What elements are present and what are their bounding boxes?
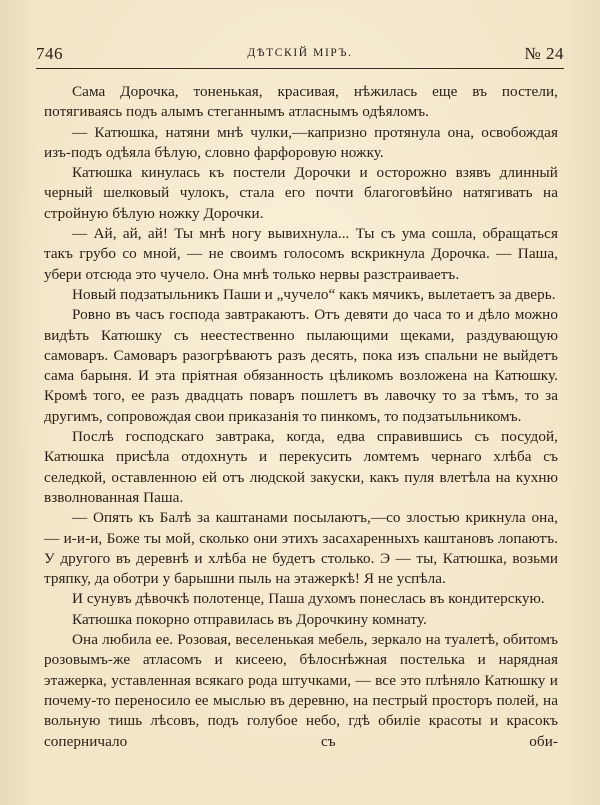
paragraph: — Катюшка, натяни мнѣ чулки,—капризно протянула она, освобождая изъ-подъ одѣяла бѣлую, словно фарфоровую ножку. — [44, 123, 558, 161]
paragraph: — Ай, ай, ай! Ты мнѣ ногу вывихнула... Ты съ ума сошла, обращаться такъ грубо со мной, — не своимъ голосомъ вскрикнула Дорочка. — Паша, убери отсюда это чучело. Она мнѣ только нервы разстраиваетъ. — [44, 225, 558, 283]
running-head — [36, 44, 564, 66]
paragraph: Она любила ее. Розовая, веселенькая мебель, зеркало на туалетѣ, обитомъ розовымъ-же атласомъ и кисеею, бѣлоснѣжная постелька и нарядная этажерка, уставленная всякаго рода штучками, — все это плѣняло Катюшку и почему-то переносило ее мыслью въ деревню, на пестрый просторъ полей, на вольную тишь лѣсовъ, подъ голубое небо, гдѣ обиліе красоты и красокъ соперничало съ оби- — [44, 631, 558, 750]
header-rule — [36, 68, 564, 69]
paragraph: Новый подзатыльникъ Паши и „чучело“ какъ мячикъ, вылетаетъ за дверь. — [72, 285, 556, 303]
page-number: 746 — [36, 44, 63, 63]
paragraph: Сама Дорочка, тоненькая, красивая, нѣжилась еще въ постели, потягиваясь подъ алымъ стеганнымъ атласнымъ одѣяломъ. — [44, 83, 558, 121]
paragraph: Ровно въ часъ господа завтракаютъ. Отъ девяти до часа то и дѣло можно видѣть Катюшку съ неестественно пылающими щеками, раздувающую самоваръ. Самоваръ разогрѣваютъ разъ десять, пока изъ спальни не выйдетъ сама барыня. И эта пріятная обязанность цѣликомъ возложена на Катюшку. Кромѣ того, ее разъ двадцать поваръ пошлетъ въ лавочку то за тѣмъ, то за другимъ, сопровождая свои приказанія то пинкомъ, то подзатыльникомъ. — [44, 306, 558, 425]
paragraph: Катюшка покорно отправилась въ Дорочкину комнату. — [72, 610, 427, 628]
paragraph: — Опять къ Балѣ за каштанами посылаютъ,—со злостью крикнула она, — и-и-и, Боже ты мой, сколько они этихъ засахаренныхъ каштановъ лопаютъ. У другого въ деревнѣ и хлѣба не будетъ столько. Э — ты, Катюшка, возьми тряпку, да оботри у барышни пыль на этажеркѣ! Я не успѣла. — [44, 509, 558, 588]
journal-title: ДѢТСКІЙ МІРЪ. — [247, 47, 353, 59]
article-body — [44, 82, 558, 752]
paragraph: Катюшка кинулась къ постели Дорочки и осторожно взявъ длинный черный шелковый чулокъ, стала его почти благоговѣйно натягивать на стройную бѣлую ножку Дорочки. — [44, 164, 558, 222]
paragraph: И сунувъ дѣвочкѣ полотенце, Паша духомъ понеслась въ кондитерскую. — [72, 590, 545, 608]
paragraph: Послѣ господскаго завтрака, когда, едва справившись съ посудой, Катюшка присѣла отдохнуть и перекусить ломтемъ чернаго хлѣба съ селедкой, оставленною ей отъ людской закуски, какъ пуля влетѣла на кухню взволнованная Паша. — [44, 428, 558, 506]
issue-number: № 24 — [524, 44, 564, 63]
